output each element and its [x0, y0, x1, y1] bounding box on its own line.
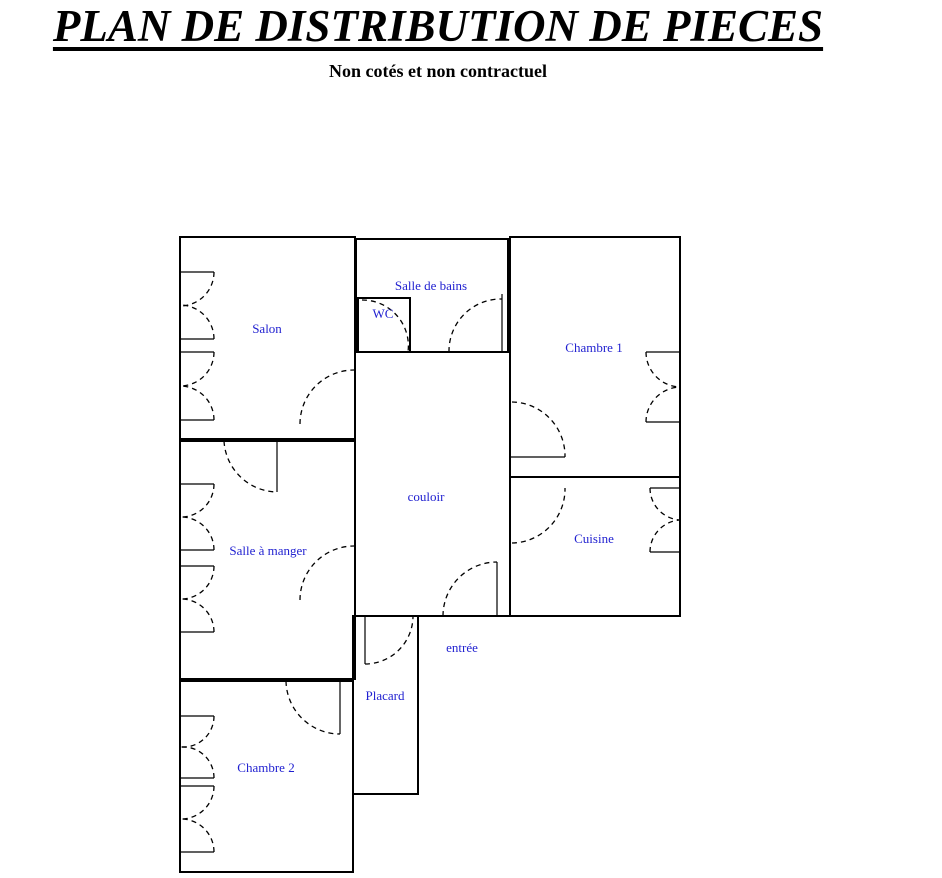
label-chambre-1: Chambre 1 — [565, 340, 623, 355]
wall-chambre-1 — [510, 237, 680, 477]
wall-cuisine — [510, 477, 680, 616]
label-placard: Placard — [365, 688, 405, 703]
label-couloir: couloir — [407, 489, 445, 504]
label-entree: entrée — [446, 640, 478, 655]
wall-placard — [353, 616, 418, 794]
wall-chambre-2 — [180, 681, 353, 872]
label-salle-a-manger: Salle à manger — [229, 543, 307, 558]
label-salle-de-bains: Salle de bains — [394, 278, 468, 293]
label-cuisine: Cuisine — [574, 531, 614, 546]
wall-couloir — [355, 352, 510, 616]
wall-salon — [180, 237, 355, 439]
label-salon: Salon — [252, 321, 282, 336]
page-subtitle: Non cotés et non contractuel — [329, 61, 547, 81]
doors — [224, 299, 565, 734]
page-title: PLAN DE DISTRIBUTION DE PIECES — [52, 1, 824, 51]
wall-salle-a-manger — [180, 441, 355, 679]
label-wc: WC — [372, 306, 394, 321]
label-chambre-2: Chambre 2 — [237, 760, 295, 775]
wall-salle-de-bains — [356, 239, 508, 352]
